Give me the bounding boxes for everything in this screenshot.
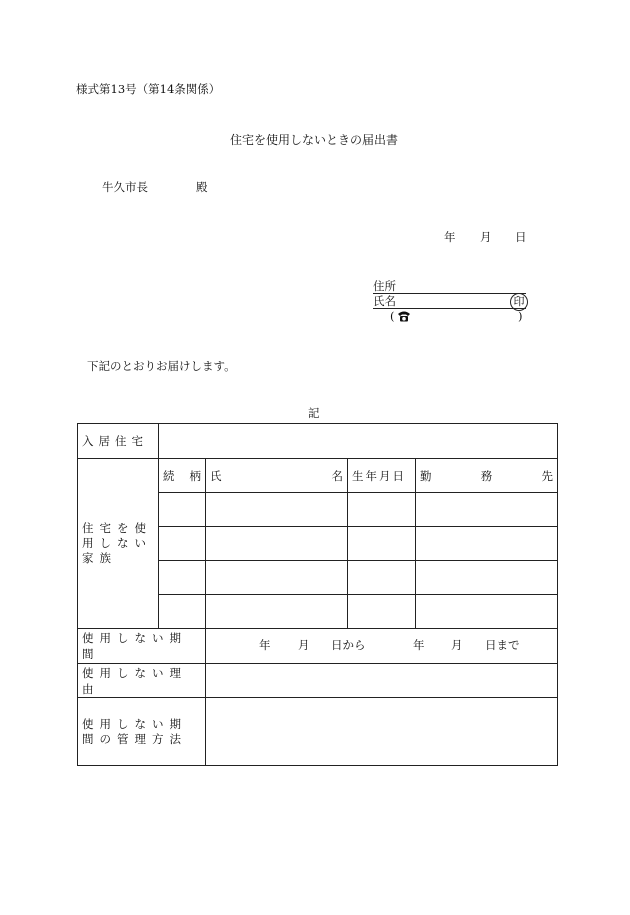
family-name-cell[interactable] [206, 493, 348, 527]
reason-label: 使用しない理由 [78, 664, 206, 698]
family-name-cell[interactable] [206, 527, 348, 561]
family-birth-cell[interactable] [348, 561, 416, 595]
document-title: 住宅を使用しないときの届出書 [230, 133, 399, 147]
family-label: 住宅を使用しない家族 [78, 459, 159, 629]
seal-mark: 印 [510, 293, 528, 311]
family-birth-cell[interactable] [348, 527, 416, 561]
date-day-label: 日 [515, 230, 527, 244]
header-relation: 続 柄 [159, 459, 206, 493]
family-work-cell[interactable] [416, 493, 558, 527]
family-work-cell[interactable] [416, 595, 558, 629]
period-to-day: 日まで [485, 638, 520, 652]
period-to-month: 月 [451, 638, 463, 652]
header-workplace: 勤 務 先 [416, 459, 558, 493]
form-number: 様式第13号（第14条関係） [76, 82, 221, 96]
family-name-cell[interactable] [206, 595, 348, 629]
period-value[interactable] [206, 629, 558, 664]
family-relation-cell[interactable] [159, 527, 206, 561]
family-birth-cell[interactable] [348, 595, 416, 629]
period-from-year: 年 [259, 638, 271, 652]
period-from-month: 月 [298, 638, 310, 652]
management-label: 使用しない期間の管理方法 [78, 698, 206, 766]
addressee-name: 牛久市長 [102, 180, 148, 194]
date-year-label: 年 [444, 230, 456, 244]
residence-value[interactable] [159, 424, 558, 459]
family-relation-cell[interactable] [159, 595, 206, 629]
period-to-year: 年 [413, 638, 425, 652]
family-birth-cell[interactable] [348, 493, 416, 527]
residence-label: 入居住宅 [78, 424, 159, 459]
reason-value[interactable] [206, 664, 558, 698]
name-underline [373, 308, 526, 309]
ki-label: 記 [308, 406, 320, 420]
phone-paren-close: ) [518, 309, 523, 323]
period-from-day: 日から [331, 638, 366, 652]
phone-paren-open: ( [390, 309, 395, 323]
period-label: 使用しない期間 [78, 629, 206, 664]
family-relation-cell[interactable] [159, 493, 206, 527]
management-value[interactable] [206, 698, 558, 766]
address-label: 住所 [373, 279, 396, 293]
telephone-icon [397, 310, 411, 322]
name-label: 氏名 [373, 294, 396, 308]
family-work-cell[interactable] [416, 527, 558, 561]
family-name-cell[interactable] [206, 561, 348, 595]
date-month-label: 月 [480, 230, 492, 244]
family-work-cell[interactable] [416, 561, 558, 595]
family-relation-cell[interactable] [159, 561, 206, 595]
form-table [77, 423, 558, 766]
intro-text: 下記のとおりお届けします。 [87, 359, 236, 373]
addressee-honorific: 殿 [196, 180, 208, 194]
header-name: 氏 名 [206, 459, 348, 493]
header-birthdate: 生年月日 [348, 459, 416, 493]
